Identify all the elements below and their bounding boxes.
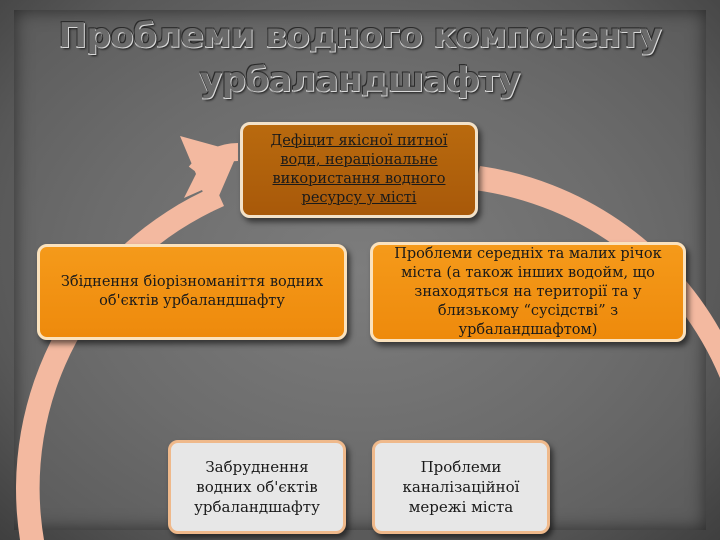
slide-title [0,14,720,102]
box-biodiversity-text: Збіднення біорізноманіття водних об'єктів урбаландшафту [60,274,324,309]
box-pollution-text: Забруднення водних об'єктів урбаландшафту [194,458,320,516]
box-rivers [370,242,686,342]
box-water-deficit-text: Дефіцит якісної питної води, нераціональне використання водного ресурсу у місті [270,133,448,206]
box-sewerage-text: Проблеми каналізаційної мережі міста [402,458,520,516]
box-rivers-text: Проблеми середніх та малих річок міста (а також інших водойм, що знаходяться на території та у близькому “сусідстві” з урбаландшафтом) [394,245,662,338]
box-pollution [168,440,346,534]
box-sewerage [372,440,550,534]
box-biodiversity [37,244,347,340]
box-water-deficit [240,122,478,218]
title-line-2: урбаландшафту [199,60,521,100]
title-line-1: Проблеми водного компоненту [58,16,662,56]
